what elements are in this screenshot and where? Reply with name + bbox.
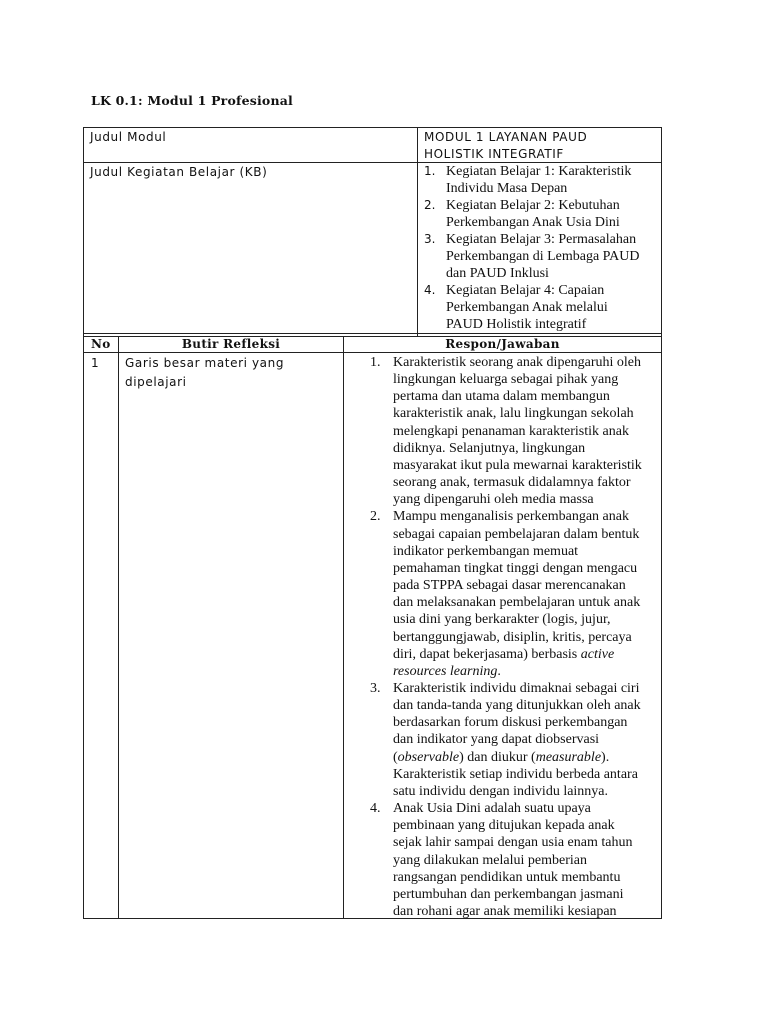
judul-modul-value: MODUL 1 LAYANAN PAUD HOLISTIK INTEGRATIF [424, 130, 588, 161]
respon-list [370, 354, 660, 920]
butir-refleksi-text: Garis besar materi yang dipelajari [125, 356, 285, 389]
header-no: No [91, 337, 111, 351]
list-item: 2. Kegiatan Belajar 2: Kebutuhan Perkembangan Anak Usia Dini [424, 198, 620, 230]
list-item: 2. Mampu menganalisis perkembangan anak sebagai capaian pembelajaran dalam bentuk indikator perkembangan memuat pemahaman tingkat tinggi dengan mengacu pada STPPA sebagai dasar merencanakan dan melaksanakan pembelajaran untuk anak usia dini yang berkarakter (logis, jujur, bertanggungjawab, disiplin, kritis, percaya diri, dapat bekerjasama) berbasis active resources learning. [370, 509, 641, 679]
list-item: 3. Kegiatan Belajar 3: Permasalahan Perkembangan di Lembaga PAUD dan PAUD Inklusi [424, 232, 640, 281]
list-item: 1. Karakteristik seorang anak dipengaruhi oleh lingkungan keluarga sebagai pihak yang pertama dan utama dalam membangun karakteristik anak, lalu lingkungan sekolah melengkapi penanaman karakteristik anak didiknya. Selanjutnya, lingkungan masyarakat ikut pula mewarnai karakteristik seorang anak, termasuk didalamnya faktor yang dipengaruhi oleh media massa [370, 355, 642, 508]
row-number: 1 [91, 356, 100, 370]
list-item: 1. Kegiatan Belajar 1: Karakteristik Individu Masa Depan [424, 164, 632, 196]
header-butir-refleksi: Butir Refleksi [181, 337, 281, 351]
list-item: 4. Anak Usia Dini adalah suatu upaya pembinaan yang ditujukan kepada anak sejak lahir sampai dengan usia enam tahun yang dilakukan melalui pemberian rangsangan pendidikan untuk membantu pertumbuhan dan perkembangan jasmani dan rohani agar anak memiliki kesiapan [370, 801, 633, 919]
header-respon-jawaban: Respon/Jawaban [445, 337, 560, 351]
list-item: 3. Karakteristik individu dimaknai sebagai ciri dan tanda-tanda yang ditunjukkan oleh anak berdasarkan forum diskusi perkembangan dan indikator yang dapat diobservasi (observable) dan diukur (measurable). Karakteristik setiap individu berbeda antara satu individu dengan individu lainnya. [370, 680, 641, 799]
judul-modul-label: Judul Modul [90, 130, 167, 144]
judul-kb-list [424, 163, 658, 333]
judul-kb-label: Judul Kegiatan Belajar (KB) [90, 165, 268, 179]
document-title: LK 0.1: Modul 1 Profesional [91, 93, 293, 108]
list-item: 4. Kegiatan Belajar 4: Capaian Perkembangan Anak melalui PAUD Holistik integratif [424, 283, 608, 332]
